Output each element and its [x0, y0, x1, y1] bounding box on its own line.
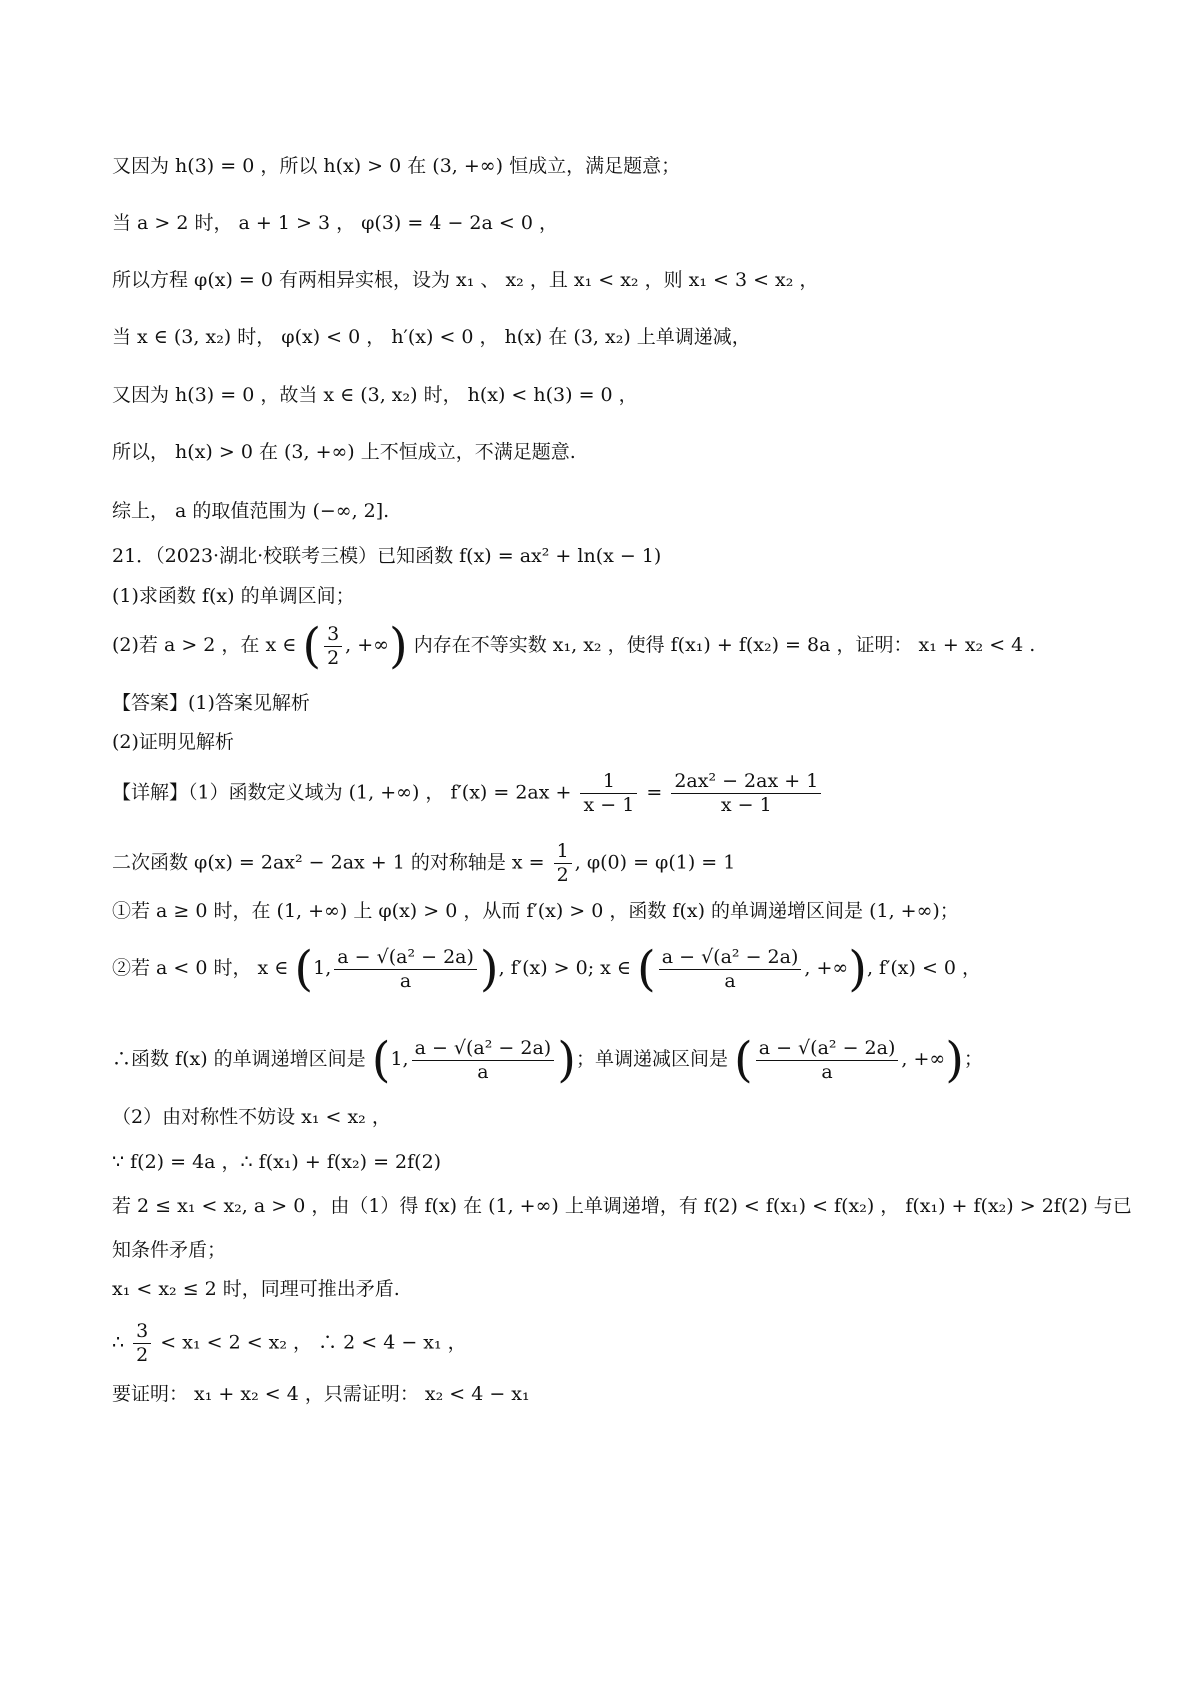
- mono-suffix: ；: [963, 1048, 983, 1070]
- text-line: 综上， a 的取值范围为 (−∞, 2].: [112, 500, 390, 522]
- equals-sign: =: [646, 781, 663, 804]
- fraction-denominator: a: [477, 1060, 489, 1083]
- fraction: [324, 623, 342, 670]
- fraction-numerator: a − √(a² − 2a): [334, 946, 477, 970]
- left-paren: (: [371, 1032, 391, 1088]
- text-line: 又因为 h(3) = 0 ，故当 x ∈ (3, x₂) 时， h(x) < h(3) = 0 ，: [112, 384, 638, 406]
- fraction: [412, 1037, 555, 1084]
- right-paren: ): [945, 1032, 964, 1088]
- fraction: [554, 840, 572, 887]
- detail-prefix: 【详解】（1）函数定义域为 (1, +∞) ， f′(x) = 2ax +: [112, 781, 572, 804]
- detail-line: [112, 770, 1140, 817]
- left-paren: (: [294, 941, 314, 997]
- left-paren: (: [302, 618, 322, 674]
- text-line: 所以方程 φ(x) = 0 有两相异实根，设为 x₁ 、 x₂ ，且 x₁ < x₂ ，则 x₁ < 3 < x₂ ，: [112, 269, 819, 291]
- fraction: [756, 1037, 899, 1084]
- case2-suffix: , f′(x) < 0 ，: [866, 957, 982, 979]
- fraction-numerator: 1: [554, 840, 572, 864]
- fraction: [133, 1320, 151, 1367]
- text-line: x₁ < x₂ ≤ 2 时，同理可推出矛盾.: [112, 1278, 400, 1300]
- interval-lead: 1,: [390, 1048, 409, 1070]
- case-2-line: [112, 941, 1140, 997]
- fraction-denominator: 2: [556, 863, 569, 886]
- monotonic-line: [112, 1032, 1140, 1088]
- mono-prefix: ∴函数 f(x) 的单调递增区间是: [112, 1048, 366, 1070]
- text-line: （2）由对称性不妨设 x₁ < x₂ ，: [112, 1106, 391, 1128]
- q2-suffix: 内存在不等实数 x₁, x₂ ，使得 f(x₁) + f(x₂) = 8a ，证明： x₁ + x₂ < 4 .: [413, 634, 1036, 656]
- axis-suffix: , φ(0) = φ(1) = 1: [574, 851, 736, 874]
- interval-rest: , +∞: [345, 634, 389, 656]
- text-line: ∵ f(2) = 4a ，∴ f(x₁) + f(x₂) = 2f(2): [112, 1151, 442, 1173]
- interval-tail: , +∞: [804, 957, 849, 979]
- mono-mid: ；单调递减区间是: [575, 1048, 728, 1070]
- fraction-numerator: a − √(a² − 2a): [756, 1037, 899, 1061]
- text-line: 当 x ∈ (3, x₂) 时， φ(x) < 0 ， h′(x) < 0 ， h(x) 在 (3, x₂) 上单调递减，: [112, 326, 751, 348]
- fraction: [659, 946, 802, 993]
- fraction-numerator: 3: [133, 1320, 151, 1344]
- fraction-denominator: 2: [327, 646, 340, 669]
- fraction-denominator: a: [724, 969, 736, 992]
- fraction-numerator: 2ax² − 2ax + 1: [671, 770, 821, 794]
- q2-prefix: (2)若 a > 2 ，在 x ∈: [112, 634, 297, 656]
- case2-prefix: ②若 a < 0 时， x ∈: [112, 957, 289, 979]
- fraction-denominator: x − 1: [583, 793, 635, 816]
- case2-mid: , f′(x) > 0; x ∈: [498, 957, 631, 979]
- interval-lead: 1,: [313, 957, 332, 979]
- fraction-denominator: a: [821, 1060, 833, 1083]
- text-line: 所以， h(x) > 0 在 (3, +∞) 上不恒成立，不满足题意.: [112, 441, 576, 463]
- answer-line-1: 【答案】(1)答案见解析: [112, 692, 310, 714]
- question-21-title: 21．（2023·湖北·校联考三模）已知函数 f(x) = ax² + ln(x − 1): [112, 545, 662, 567]
- left-paren: (: [734, 1032, 753, 1088]
- right-paren: ): [848, 941, 867, 997]
- interval-tail: , +∞: [901, 1048, 946, 1070]
- therefore-symbol: ∴: [112, 1331, 125, 1354]
- question-21-part1: (1)求函数 f(x) 的单调区间；: [112, 585, 355, 607]
- range-line: [112, 1320, 1140, 1367]
- contradiction-paragraph: 若 2 ≤ x₁ < x₂, a > 0 ，由（1）得 f(x) 在 (1, +∞) 上单调递增，有 f(2) < f(x₁) < f(x₂) ， f(x₁) + f(x₂) > 2f(2) 与已知条件矛盾；: [112, 1195, 1132, 1261]
- answer-line-2: (2)证明见解析: [112, 731, 234, 753]
- fraction-numerator: 3: [324, 623, 342, 647]
- right-paren: ): [388, 618, 408, 674]
- fraction-denominator: x − 1: [720, 793, 772, 816]
- fraction: [334, 946, 477, 993]
- case-1-line: ①若 a ≥ 0 时，在 (1, +∞) 上 φ(x) > 0 ，从而 f′(x) > 0 ，函数 f(x) 的单调递增区间是 (1, +∞)；: [112, 900, 959, 922]
- axis-line: [112, 840, 1140, 887]
- goal-line: 要证明： x₁ + x₂ < 4 ，只需证明： x₂ < 4 − x₁: [112, 1383, 530, 1405]
- right-paren: ): [479, 941, 499, 997]
- left-paren: (: [637, 941, 656, 997]
- question-21-part2: [112, 618, 1140, 674]
- range-suffix: < x₁ < 2 < x₂ ， ∴ 2 < 4 − x₁ ，: [160, 1331, 467, 1354]
- fraction-numerator: 1: [580, 770, 637, 794]
- text-line: 当 a > 2 时， a + 1 > 3 ， φ(3) = 4 − 2a < 0 ，: [112, 212, 558, 234]
- axis-prefix: 二次函数 φ(x) = 2ax² − 2ax + 1 的对称轴是 x =: [112, 851, 545, 874]
- fraction: [580, 770, 637, 817]
- right-paren: ): [557, 1032, 576, 1088]
- fraction: [671, 770, 821, 817]
- fraction-denominator: 2: [136, 1343, 149, 1366]
- fraction-numerator: a − √(a² − 2a): [659, 946, 802, 970]
- fraction-numerator: a − √(a² − 2a): [412, 1037, 555, 1061]
- fraction-denominator: a: [399, 969, 412, 992]
- text-line: 又因为 h(3) = 0 ，所以 h(x) > 0 在 (3, +∞) 恒成立，满足题意；: [112, 155, 681, 177]
